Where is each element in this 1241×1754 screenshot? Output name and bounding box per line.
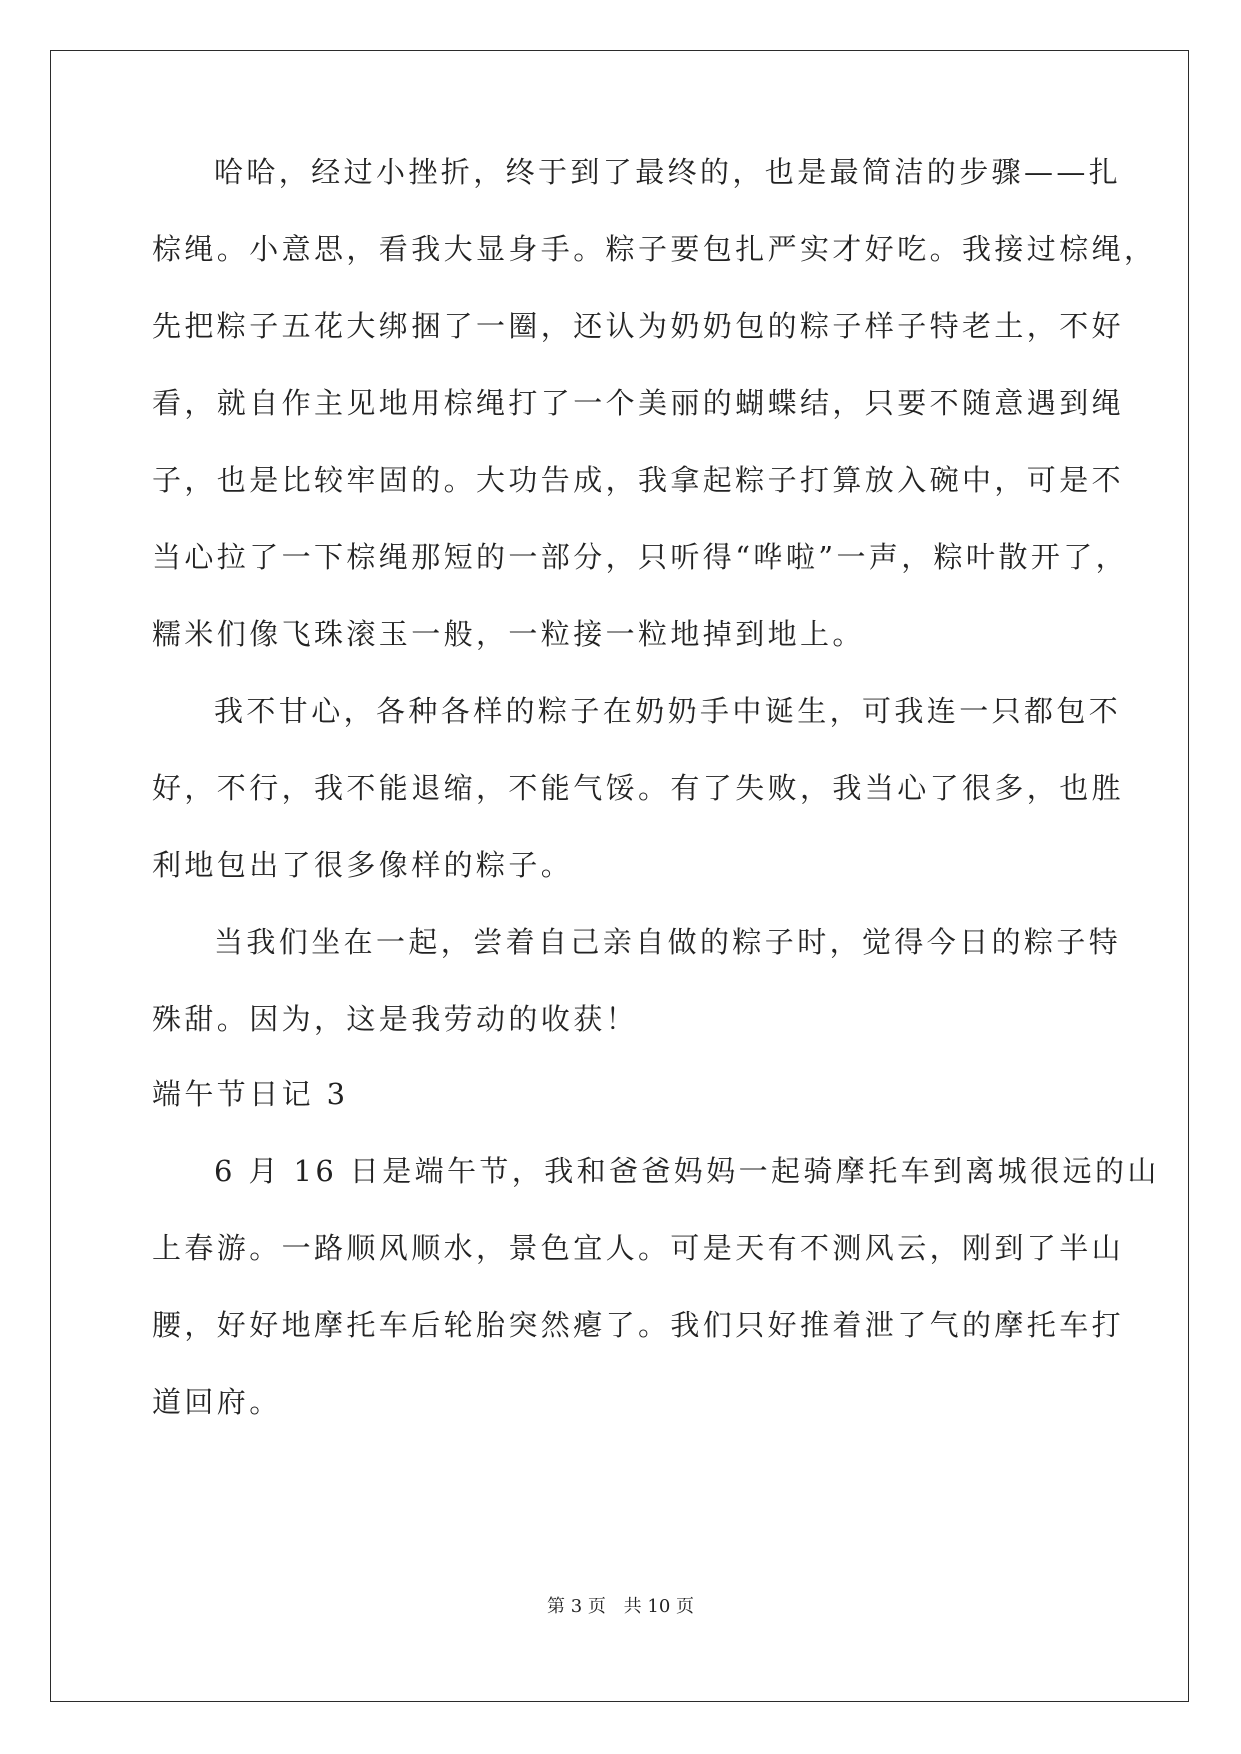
- section-heading: 端午节日记 3: [152, 1077, 349, 1111]
- paragraph-1-line-5: 子，也是比较牢固的。大功告成，我拿起粽子打算放入碗中，可是不: [152, 463, 1125, 497]
- paragraph-1-line-6: 当心拉了一下棕绳那短的一部分，只听得“哗啦”一声，粽叶散开了，: [152, 540, 1129, 574]
- paragraph-4-line-1: 6 月 16 日是端午节，我和爸爸妈妈一起骑摩托车到离城很远的山: [214, 1154, 1160, 1188]
- paragraph-2-line-1: 我不甘心，各种各样的粽子在奶奶手中诞生，可我连一只都包不: [214, 694, 1122, 728]
- paragraph-1-line-7: 糯米们像飞珠滚玉一般，一粒接一粒地掉到地上。: [152, 617, 865, 651]
- paragraph-4-line-2: 上春游。一路顺风顺水，景色宜人。可是天有不测风云，刚到了半山: [152, 1231, 1125, 1265]
- paragraph-4-line-4: 道回府。: [152, 1385, 282, 1419]
- paragraph-1-line-2: 棕绳。小意思，看我大显身手。粽子要包扎严实才好吃。我接过棕绳，: [152, 232, 1157, 266]
- paragraph-4-line-3: 腰，好好地摩托车后轮胎突然瘪了。我们只好推着泄了气的摩托车打: [152, 1308, 1125, 1342]
- paragraph-1-line-3: 先把粽子五花大绑捆了一圈，还认为奶奶包的粽子样子特老土，不好: [152, 309, 1125, 343]
- current-page-label: 第 3 页: [547, 1596, 606, 1617]
- paragraph-1-line-4: 看，就自作主见地用棕绳打了一个美丽的蝴蝶结，只要不随意遇到绳: [152, 386, 1125, 420]
- paragraph-1-line-1: 哈哈，经过小挫折，终于到了最终的，也是最简洁的步骤——扎: [214, 155, 1122, 189]
- page-footer: [0, 1592, 1241, 1618]
- paragraph-3-line-1: 当我们坐在一起，尝着自己亲自做的粽子时，觉得今日的粽子特: [214, 925, 1122, 959]
- paragraph-3-line-2: 殊甜。因为，这是我劳动的收获！: [152, 1002, 639, 1036]
- paragraph-2-line-2: 好，不行，我不能退缩，不能气馁。有了失败，我当心了很多，也胜: [152, 771, 1125, 805]
- paragraph-2-line-3: 利地包出了很多像样的粽子。: [152, 848, 574, 882]
- total-pages-label: 共 10 页: [623, 1596, 694, 1617]
